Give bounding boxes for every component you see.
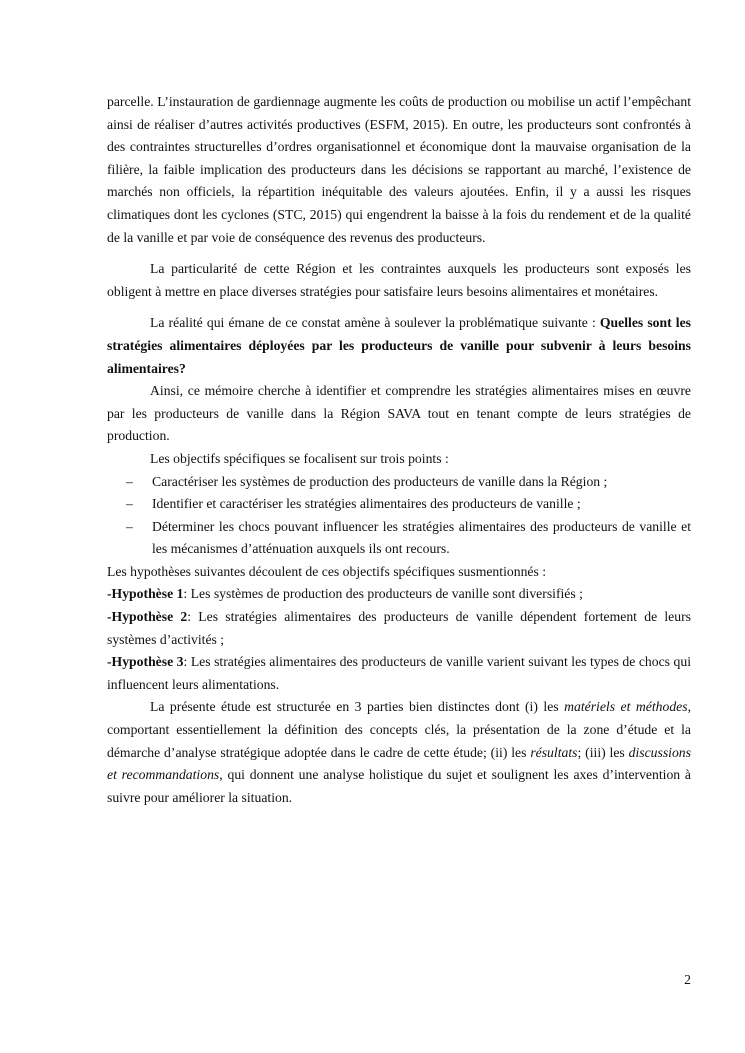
hypothesis-2 xyxy=(107,606,691,651)
bullet-dash: – xyxy=(126,473,133,489)
objective-text: Identifier et caractériser les stratégies alimentaires des producteurs de vanille ; xyxy=(152,496,581,512)
hypothesis-3 xyxy=(107,651,691,696)
paragraph-hypotheses-intro: Les hypothèses suivantes découlent de ces objectifs spécifiques susmentionnés : xyxy=(107,563,547,579)
paragraph-thesis-aim: Ainsi, ce mémoire cherche à identifier et comprendre les stratégies alimentaires mises en œuvre par les producteurs de vanille dans la Région SAVA tout en tenant compte de leurs stratégies de production. xyxy=(107,383,691,444)
paragraph-problem-statement xyxy=(107,312,691,380)
bullet-dash: – xyxy=(126,496,133,512)
structure-emphasis: résultats xyxy=(530,744,578,760)
paragraph-objectives-intro: Les objectifs spécifiques se focalisent sur trois points : xyxy=(150,450,449,466)
paragraph-region-particularity: La particularité de cette Région et les contraintes auxquels les producteurs sont exposés les obligent à mettre en place diverses stratégies pour satisfaire leurs besoins alimentaires et monétaires. xyxy=(107,261,691,299)
list-item xyxy=(107,493,691,516)
problem-intro: La réalité qui émane de ce constat amène à soulever la problématique suivante : xyxy=(150,315,600,331)
hypothesis-text: : Les stratégies alimentaires des producteurs de vanille varient suivant les types de chocs qui influencent leurs alimentations. xyxy=(107,654,691,692)
list-item xyxy=(107,471,691,494)
hypothesis-1 xyxy=(107,583,691,606)
structure-text: ; (iii) les xyxy=(577,744,629,760)
hypothesis-text: : Les systèmes de production des producteurs de vanille sont diversifiés ; xyxy=(183,586,583,602)
objective-text: Déterminer les chocs pouvant influencer les stratégies alimentaires des producteurs de vanille et les mécanismes d’atténuation auxquels ils ont recours. xyxy=(152,518,691,557)
hypothesis-text: : Les stratégies alimentaires des producteurs de vanille dépendent fortement de leurs systèmes d’activités ; xyxy=(107,609,691,647)
structure-text: , qui donnent une analyse holistique du sujet et soulignent les axes d’intervention à suivre pour améliorer la situation. xyxy=(107,767,691,805)
hypothesis-label: -Hypothèse 1 xyxy=(107,586,184,602)
structure-emphasis: matériels et méthodes xyxy=(564,699,688,715)
objectives-list xyxy=(107,471,691,561)
paragraph-study-structure xyxy=(107,696,691,809)
hypothesis-label: -Hypothèse 3 xyxy=(107,654,184,670)
list-item xyxy=(107,516,691,561)
research-question: Quelles sont les stratégies alimentaires déployées par les producteurs de vanille pour subvenir à leurs besoins alimentaires? xyxy=(107,315,692,376)
body-text xyxy=(107,91,691,809)
paragraph-constraints: parcelle. L’instauration de gardiennage augmente les coûts de production ou mobilise un actif l’empêchant ainsi de réaliser d’autres activités productives (ESFM, 2015). En outre, les producteurs sont confrontés à des contraintes structurelles d’ordres organisationnel et économique dont la mauvaise organisation de la filière, la faible implication des producteurs dans les décisions se rapportant au marché, l’existence de marchés non officiels, la répartition inéquitable des valeurs ajoutées. Enfin, il y a aussi les risques climatiques dont les cyclones (STC, 2015) qui engendrent la baisse à la fois du rendement et de la qualité de la vanille et par voie de conséquence des revenus des producteurs. xyxy=(107,94,691,245)
bullet-dash: – xyxy=(126,518,133,534)
objective-text: Caractériser les systèmes de production des producteurs de vanille dans la Région ; xyxy=(152,473,608,489)
structure-emphasis: discussions et recommandations xyxy=(107,744,691,783)
page-number: 2 xyxy=(684,972,691,987)
hypothesis-label: -Hypothèse 2 xyxy=(107,609,188,625)
structure-text: , comportant essentiellement la définition des concepts clés, la présentation de la zone d’étude et la démarche d’analyse stratégique adoptée dans le cadre de cette étude; (ii) les xyxy=(107,699,691,760)
structure-text: La présente étude est structurée en 3 parties bien distinctes dont (i) les xyxy=(150,699,565,715)
